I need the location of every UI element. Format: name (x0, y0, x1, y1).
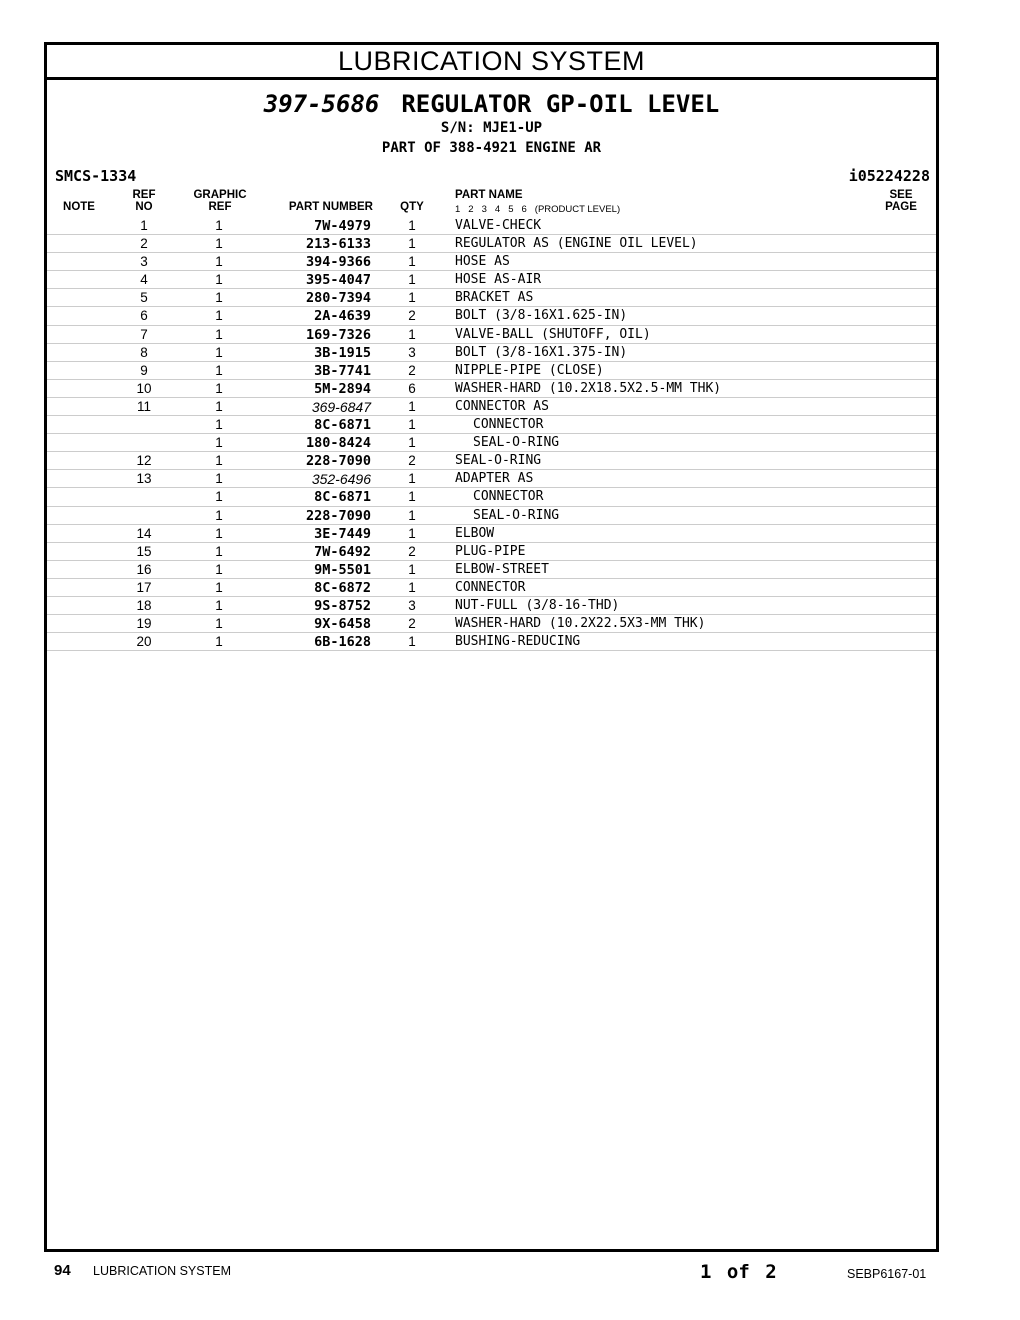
table-row (47, 253, 936, 271)
page-number: 94 (54, 1262, 71, 1279)
quantity: 2 (408, 362, 416, 378)
quantity: 1 (408, 326, 416, 342)
part-name: PLUG-PIPE (455, 543, 526, 559)
table-row (47, 507, 936, 525)
part-number: 169-7326 (305, 326, 371, 343)
quantity: 1 (408, 290, 416, 306)
table-row (47, 362, 936, 380)
part-name: HOSE AS (455, 254, 510, 270)
ref-no: 11 (136, 398, 151, 414)
ref-no: 19 (136, 616, 152, 632)
smcs-code: SMCS-1334 (55, 167, 137, 185)
table-row (47, 633, 936, 651)
header-ref-line1: REF (132, 189, 156, 201)
graphic-ref: 1 (215, 471, 223, 487)
part-name: BOLT (3/8-16X1.625-IN) (455, 308, 628, 324)
graphic-ref: 1 (215, 344, 223, 360)
section-title: LUBRICATION SYSTEM (47, 45, 936, 80)
part-name: HOSE AS-AIR (455, 272, 542, 288)
quantity: 1 (408, 417, 416, 433)
graphic-ref: 1 (215, 489, 223, 505)
ref-no: 17 (136, 579, 152, 595)
graphic-ref: 1 (215, 236, 223, 252)
part-name: REGULATOR AS (ENGINE OIL LEVEL) (455, 236, 698, 252)
header-see-page (875, 189, 927, 213)
quantity: 1 (408, 435, 416, 451)
quantity: 1 (408, 218, 416, 233)
part-number: 8C-6871 (314, 417, 371, 434)
quantity: 1 (408, 489, 416, 505)
graphic-ref: 1 (215, 362, 223, 378)
quantity: 2 (408, 308, 416, 324)
part-name: NUT-FULL (3/8-16-THD) (455, 597, 620, 613)
quantity: 1 (408, 525, 416, 541)
ref-no: 18 (136, 597, 152, 613)
part-name: CONNECTOR AS (455, 398, 549, 414)
ref-no: 5 (140, 290, 148, 306)
graphic-ref: 1 (215, 453, 223, 469)
part-name: ELBOW (455, 525, 495, 541)
graphic-ref: 1 (215, 308, 223, 324)
header-see-line1: SEE (889, 189, 913, 201)
header-ref-line2: NO (135, 201, 153, 213)
group-name: REGULATOR GP-OIL LEVEL (401, 90, 720, 118)
level-5: 5 (508, 204, 514, 215)
graphic-ref: 1 (215, 616, 223, 632)
graphic-ref: 1 (215, 597, 223, 613)
header-levels (455, 204, 628, 215)
part-number: 6B-1628 (314, 634, 371, 651)
part-name: BOLT (3/8-16X1.375-IN) (455, 344, 628, 360)
group-part-number: 397-5686 (263, 90, 380, 118)
quantity: 1 (408, 561, 416, 577)
table-row (47, 579, 936, 597)
level-1: 1 (455, 204, 461, 215)
part-name: ADAPTER AS (455, 471, 534, 487)
level-2: 2 (468, 204, 474, 215)
document-number: SEBP6167-01 (847, 1267, 927, 1281)
group-title (47, 90, 936, 118)
table-row (47, 416, 936, 434)
quantity: 6 (408, 380, 416, 396)
table-row (47, 380, 936, 398)
part-number: 394-9366 (305, 254, 371, 271)
part-number: 369-6847 (311, 398, 371, 415)
table-row (47, 615, 936, 633)
part-number: 352-6496 (311, 471, 371, 488)
part-number: 5M-2894 (314, 380, 371, 397)
ref-no: 10 (136, 380, 152, 396)
part-number: 280-7394 (305, 290, 371, 307)
part-name: SEAL-O-RING (473, 435, 560, 451)
serial-number: S/N: MJE1-UP (440, 120, 543, 136)
level-3: 3 (481, 204, 487, 215)
ref-no: 8 (140, 344, 148, 360)
header-qty: QTY (400, 201, 424, 213)
part-name: VALVE-CHECK (455, 218, 542, 233)
part-number: 9X-6458 (314, 616, 371, 633)
ref-no: 13 (136, 471, 152, 487)
table-row (47, 597, 936, 615)
part-name: NIPPLE-PIPE (CLOSE) (455, 362, 604, 378)
parts-table (47, 217, 936, 651)
ref-no: 2 (140, 236, 148, 252)
ref-no: 6 (140, 308, 148, 324)
graphic-ref: 1 (215, 398, 223, 414)
graphic-ref: 1 (215, 290, 223, 306)
table-row (47, 488, 936, 506)
graphic-ref: 1 (215, 525, 223, 541)
graphic-ref: 1 (215, 435, 223, 451)
header-graphic-line2: REF (208, 201, 232, 213)
table-row (47, 235, 936, 253)
ref-no: 9 (140, 362, 148, 378)
table-row (47, 271, 936, 289)
product-level-label: (PRODUCT LEVEL) (534, 204, 621, 215)
ref-no: 4 (140, 272, 148, 288)
graphic-ref: 1 (215, 326, 223, 342)
quantity: 1 (408, 471, 416, 487)
ref-no: 20 (136, 634, 152, 650)
part-number: 213-6133 (305, 236, 371, 253)
part-number: 2A-4639 (314, 308, 371, 325)
part-number: 8C-6872 (314, 579, 371, 596)
quantity: 1 (408, 507, 416, 523)
graphic-ref: 1 (215, 380, 223, 396)
header-graphic-ref (187, 189, 253, 213)
table-row (47, 217, 936, 235)
table-row (47, 470, 936, 488)
part-name: CONNECTOR (473, 417, 544, 433)
ref-no: 12 (136, 453, 152, 469)
graphic-ref: 1 (215, 218, 223, 233)
header-part-name: PART NAME (455, 189, 523, 201)
ref-no: 16 (136, 561, 152, 577)
header-note: NOTE (63, 201, 95, 213)
part-name: BUSHING-REDUCING (455, 634, 581, 650)
header-ref (123, 189, 165, 213)
level-6: 6 (521, 204, 527, 215)
header-see-line2: PAGE (885, 201, 917, 213)
quantity: 1 (408, 254, 416, 270)
quantity: 1 (408, 272, 416, 288)
graphic-ref: 1 (215, 543, 223, 559)
part-number: 3E-7449 (314, 525, 371, 542)
level-4: 4 (494, 204, 501, 215)
quantity: 3 (408, 597, 416, 613)
table-row (47, 452, 936, 470)
part-number: 228-7090 (305, 507, 371, 524)
part-name: VALVE-BALL (SHUTOFF, OIL) (455, 326, 651, 342)
part-number: 3B-1915 (314, 344, 371, 361)
part-name: SEAL-O-RING (455, 453, 542, 469)
part-number: 395-4047 (305, 272, 371, 289)
quantity: 1 (408, 579, 416, 595)
part-number: 7W-4979 (314, 218, 371, 234)
ref-no: 14 (136, 525, 152, 541)
table-row (47, 398, 936, 416)
ref-no: 1 (140, 218, 148, 233)
ref-no: 15 (136, 543, 152, 559)
part-number: 7W-6492 (314, 543, 371, 560)
part-name: BRACKET AS (455, 290, 534, 306)
ref-no: 3 (140, 254, 148, 270)
page-frame (44, 42, 939, 1252)
part-number: 3B-7741 (314, 362, 371, 379)
part-name: ELBOW-STREET (455, 561, 549, 577)
graphic-ref: 1 (215, 634, 223, 650)
graphic-ref: 1 (215, 507, 223, 523)
quantity: 3 (408, 344, 416, 360)
part-name: WASHER-HARD (10.2X18.5X2.5-MM THK) (455, 380, 722, 396)
illustration-id: i05224228 (848, 167, 930, 185)
quantity: 1 (408, 236, 416, 252)
part-number: 228-7090 (305, 453, 371, 470)
part-number: 9S-8752 (314, 597, 371, 614)
graphic-ref: 1 (215, 579, 223, 595)
graphic-ref: 1 (215, 417, 223, 433)
table-row (47, 434, 936, 452)
graphic-ref: 1 (215, 561, 223, 577)
part-number: 9M-5501 (314, 561, 371, 578)
part-name: WASHER-HARD (10.2X22.5X3-MM THK) (455, 616, 706, 632)
footer-section: LUBRICATION SYSTEM (93, 1264, 231, 1278)
header-part-number: PART NUMBER (288, 201, 373, 213)
table-row (47, 525, 936, 543)
part-name: CONNECTOR (455, 579, 526, 595)
header-graphic-line1: GRAPHIC (193, 189, 247, 201)
table-row (47, 561, 936, 579)
table-row (47, 307, 936, 325)
part-name: CONNECTOR (473, 489, 544, 505)
graphic-ref: 1 (215, 272, 223, 288)
table-row (47, 344, 936, 362)
graphic-ref: 1 (215, 254, 223, 270)
table-row (47, 543, 936, 561)
part-of: PART OF 388-4921 ENGINE AR (381, 140, 602, 156)
quantity: 1 (408, 398, 416, 414)
quantity: 2 (408, 453, 416, 469)
quantity: 2 (408, 543, 416, 559)
sheet-indicator: 1 of 2 (700, 1261, 777, 1283)
part-number: 8C-6871 (314, 489, 371, 506)
quantity: 1 (408, 634, 416, 650)
ref-no: 7 (140, 326, 148, 342)
part-number: 180-8424 (305, 435, 371, 452)
table-row (47, 289, 936, 307)
quantity: 2 (408, 616, 416, 632)
table-row (47, 326, 936, 344)
part-name: SEAL-O-RING (473, 507, 560, 523)
